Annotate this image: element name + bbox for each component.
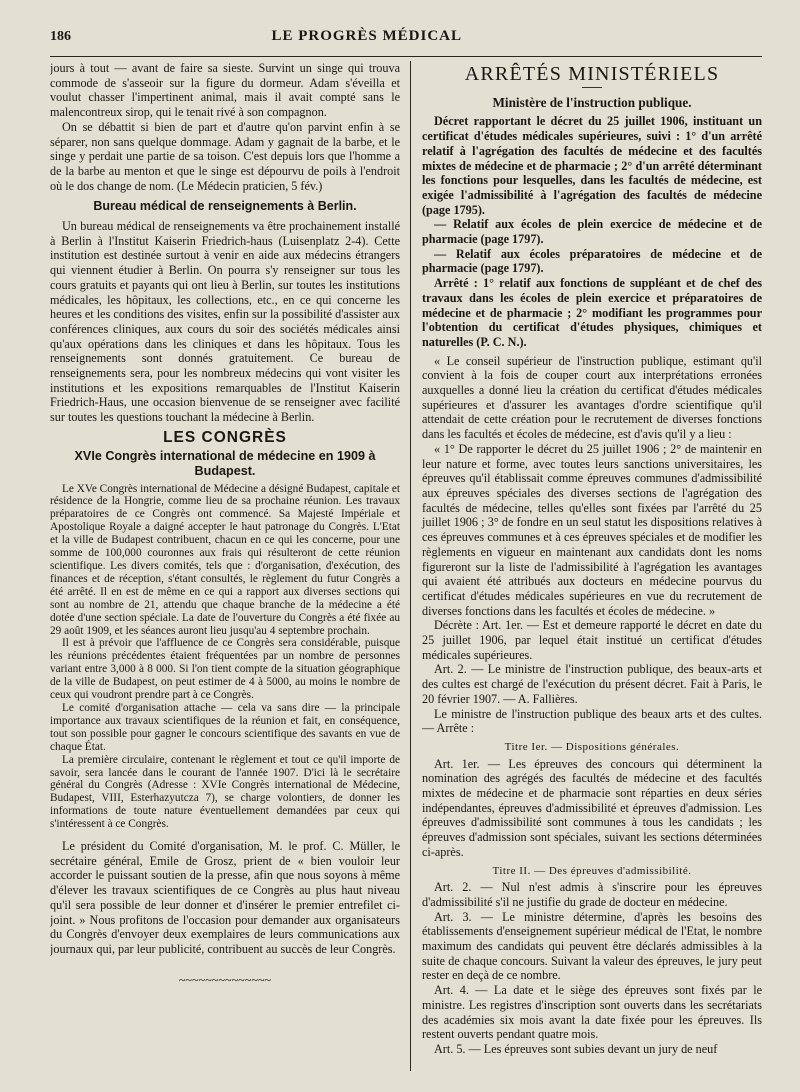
flourish-ornament: ~~~~~~~~~~~~~~ <box>178 972 272 987</box>
body-paragraph: Le ministre de l'instruction publique des beaux arts et des cultes. — Arrête : <box>422 706 762 736</box>
body-paragraph: « Le conseil supérieur de l'instruction publique, estimant qu'il convient à la fois de couper court aux interprétations erronées auxquelles a donné lieu la création du certificat d'études médicales supérieures et d'assurer les avantages d'ordre scientifique qu'il attendait de cette création pour le recrutement de diverses fonctions dans les facultés et écoles de médecine, est d'avis qu'il y a lieu : <box>422 353 762 442</box>
body-paragraph: Décrète : Art. 1er. — Est et demeure rapporté le décret en date du 25 juillet 1906, par lequel était institué un certificat d'études médicales supérieures. <box>422 618 762 662</box>
congres-heading: LES CONGRÈS <box>163 428 287 446</box>
ministry-heading: Ministère de l'instruction publique. <box>492 94 692 110</box>
article-paragraph: Art. 3. — Le ministre détermine, d'après les besoins des établissements d'enseignement supérieur médical de l'Etat, le nombre maximum des candidats qui peuvent être déclarés admissibles à la suite de chaque concours. Suivant la valeur des épreuves, le jury peut rester en deçà de ce nombre. <box>422 909 762 983</box>
congress-paragraph: La première circulaire, contenant le règlement et tout ce qu'il importe de savoir, sera lancée dans le courant de l'année 1907. D'ici là le secrétaire général du Congrès (Adresse : XVIe Congrès international de Médecine, Budapest, VIII, Esterhazyutcza 7), se charge volontiers, de donner les informations de toute nature éventuellement demandées par ceux qui s'intéressent à ce Congrès. <box>50 753 400 831</box>
closing-paragraph: Le président du Comité d'organisation, M. le prof. C. Müller, le secrétaire général, Emile de Grosz, prient de « bien vouloir leur accorder le puissant soutien de la presse, afin que nous soyons à même d'élever les travaux scientifiques de ce Congrès au plus haut niveau qu'il sera possible de leur donner et d'insérer le premier entrefilet ci-joint. » Nous profitons de l'occasion pour demander aux organisateurs du Congrès d'envoyer deux exemplaires de leurs communications aux journaux qui, par leur publicité, contribuent au succès de leur Congrès. <box>50 839 400 956</box>
congress-paragraph: Le XVe Congrès international de Médecine a désigné Budapest, capitale et résidence de la Hongrie, comme lieu de sa prochaine réunion. Les travaux préparatoires de ce Congrès ont commencé. Sa Majesté Impériale et Apostolique Royale a daigné accepter le haut patronage du Congrès. L'Etat et la ville de Budapest contribuent, chacun en ce qui les concerne, pour une somme de 100,000 couronnes aux frais qui résulteront de cette réunion scientifique. Les divers comités, tels que : d'organisation, d'exécution, des finances et de réception, s'étant consultés, le règlement du futur Congrès a été arrêté. Il en est de même en ce qui a rapport aux diverses sections qui sont au nombre de 21, attendu que chaque branche de la médecine a été dotée d'une section spéciale. La date de l'ouverture du Congrès a été fixée au 29 août 1909, et les séances auront lieu jusqu'au 4 septembre prochain. <box>50 482 400 637</box>
congress-paragraph: Il est à prévoir que l'affluence de ce Congrès sera considérable, puisque les réunions précédentes étaient fréquentées par un nombre de personnes variant entre 3,000 à 8 000. Si l'on tient compte de la situation géographique de la ville de Budapest, on peut estimer de 4 à 5000, au moins le nombre de ceux qui voudront prendre part à ce Congrès. <box>50 637 400 702</box>
titre-2-heading: Titre II. — Des épreuves d'admissibilité. <box>492 864 692 877</box>
section-title: ARRÊTÉS MINISTÉRIELS <box>464 63 720 85</box>
article-paragraph: Art. 4. — La date et le siège des épreuves sont fixés par le ministre. Les registres d'inscription sont ouverts dans les secrétariats des académies six mois avant la date fixée pour les épreuves. Ils restent ouverts pendant quatre mois. <box>422 983 762 1042</box>
header-rule <box>50 56 762 57</box>
congress-paragraph: Le comité d'organisation attache — cela va sans dire — la principale importance aux travaux scientifiques de la réunion et fait, en conséquence, tout son possible pour gagner le concours scientifique des savants en vue de chaque État. <box>50 701 400 753</box>
intro-paragraph: jours à tout — avant de faire sa sieste. Survint un singe qui trouva commode de s'asseoir sur la figure du dormeur. Adam s'éveilla et voulut chasser l'impertinent animal, mais il avait compté sans le malencontreux sirop, qui le tenait rivé à son compagnon. <box>50 61 400 120</box>
journal-title: LE PROGRÈS MÉDICAL <box>271 28 462 44</box>
intro-paragraph: On se débattit si bien de part et d'autre qu'on parvint enfin à se séparer, non sans quelque dommage. Adam y gagnait de la barbe, et le singe y perdait une partie de sa toison. C'est depuis lors que l'homme a de la barbe au menton et que le singe est dépourvu de poils à l'endroit où le dos change de nom. (Le Médecin praticien, 5 fév.) <box>50 119 400 193</box>
left-column <box>50 61 410 1071</box>
bureau-paragraph: Un bureau médical de renseignements va être prochainement installé à Berlin à l'Institut Kaiserin Friedrich-haus (Luisenplatz 2-4). Cette institution est destinée surtout à venir en aide aux médecins étrangers qui viennent étudier à Berlin. On pourra s'y renseigner sur tous les cours gratuits et payants qui ont lieu à Berlin, sur toutes les institutions médicales, les hôpitaux, les collections, etc., en ce qui concerne les heures et les conditions des visites, enfin sur la possibilité d'assister aux conférences cliniques, aux cours du soir des sociétés médicales ainsi qu'aux opérations dans les cliniques et dans les hôpitaux. Tous les renseignements sont donnés gratuitement. Ce bureau de renseignements sera, pour les nombreux médecins qui vont visiter les institutions et les expositions remarquables de l'Institut Kaiserin Friedrich-Haus, une occasion bienvenue de se renseigner avec facilité sur toutes les questions touchant la médecine à Berlin. <box>50 219 400 425</box>
article-paragraph: Art. 2. — Nul n'est admis à s'inscrire pour les épreuves d'admissibilité s'il ne justifie du grade de docteur en médecine. <box>422 880 762 909</box>
titre-1-heading: Titre Ier. — Dispositions générales. <box>504 740 680 753</box>
summary-paragraph: Décret rapportant le décret du 25 juillet 1906, instituant un certificat d'études médicales supérieures, suivi : 1° d'un arrêté relatif à l'agrégation des facultés de médecine et des facultés mixtes de médecine et de pharmacie ; 2° d'un arrêté déterminant les fonctions pour lesquelles, dans les facultés de médecine, est exigée l'admissibilité à l'agrégation des facultés de médecine (page 1795). <box>422 114 762 217</box>
bureau-heading: Bureau médical de renseignements à Berlin. <box>93 199 357 214</box>
body-paragraph: « 1° De rapporter le décret du 25 juillet 1906 ; 2° de maintenir en leur nature et forme, avec toutes leurs sanctions universitaires, les épreuves qu'il établissait comme épreuves communes d'admissibilité aux épreuves spéciales des diverses sections de l'agrégation des facultés de médecine, telles qu'elles sont fixées par l'arrêté du 25 juillet 1906 ; 3° de fondre en un seul statut les dispositions relatives à ces épreuves communes et à ces épreuves spéciales et de modifier les règlements en vigueur en maintenant aux candidats dont les noms figureront sur la liste de l'admissibilité à l'agrégation les avantages qui avaient été attribués aux docteurs en médecine pourvus du certificat d'études médicales supérieures en vue du recrutement de diverses fonctions dans les facultés et écoles de médecine. » <box>422 441 762 618</box>
summary-paragraph: — Relatif aux écoles de plein exercice de médecine et de pharmacie (page 1797). <box>422 217 762 247</box>
summary-paragraph: — Relatif aux écoles préparatoires de médecine et de pharmacie (page 1797). <box>422 246 762 276</box>
summary-paragraph: Arrêté : 1° relatif aux fonctions de suppléant et de chef des travaux dans les écoles de plein exercice et préparatoires de médecine et de pharmacie ; 2° modifiant les programmes pour l'obtention du certificat d'études physiques, chimiques et naturelles (P. C. N.). <box>422 276 762 349</box>
two-column-body <box>50 61 762 1071</box>
decree-summary <box>422 114 762 349</box>
page-number: 186 <box>50 29 71 44</box>
article-paragraph: Art. 1er. — Les épreuves des concours qui déterminent la nomination des agrégés des facultés de médecine et des facultés mixtes de médecine et de pharmacie sont réparties en deux séries indépendantes, épreuves d'admissibilité et épreuves d'admission. Les épreuves d'admissibilité sont communes à tous les candidats ; les épreuves d'admission sont spéciales, suivant les sections déterminées ci-après. <box>422 756 762 859</box>
right-column <box>411 61 762 1071</box>
title-dash <box>582 87 602 88</box>
body-paragraph: Art. 2. — Le ministre de l'instruction publique, des beaux-arts et des cultes est chargé de l'exécution du présent décret. Fait à Paris, le 20 février 1907. — A. Fallières. <box>422 662 762 706</box>
congress-article <box>50 483 400 831</box>
page-header <box>50 28 762 52</box>
congress-subheading: XVIe Congrès international de médecine en 1909 à Budapest. <box>74 448 376 478</box>
article-paragraph: Art. 5. — Les épreuves sont subies devant un jury de neuf <box>434 1042 718 1056</box>
